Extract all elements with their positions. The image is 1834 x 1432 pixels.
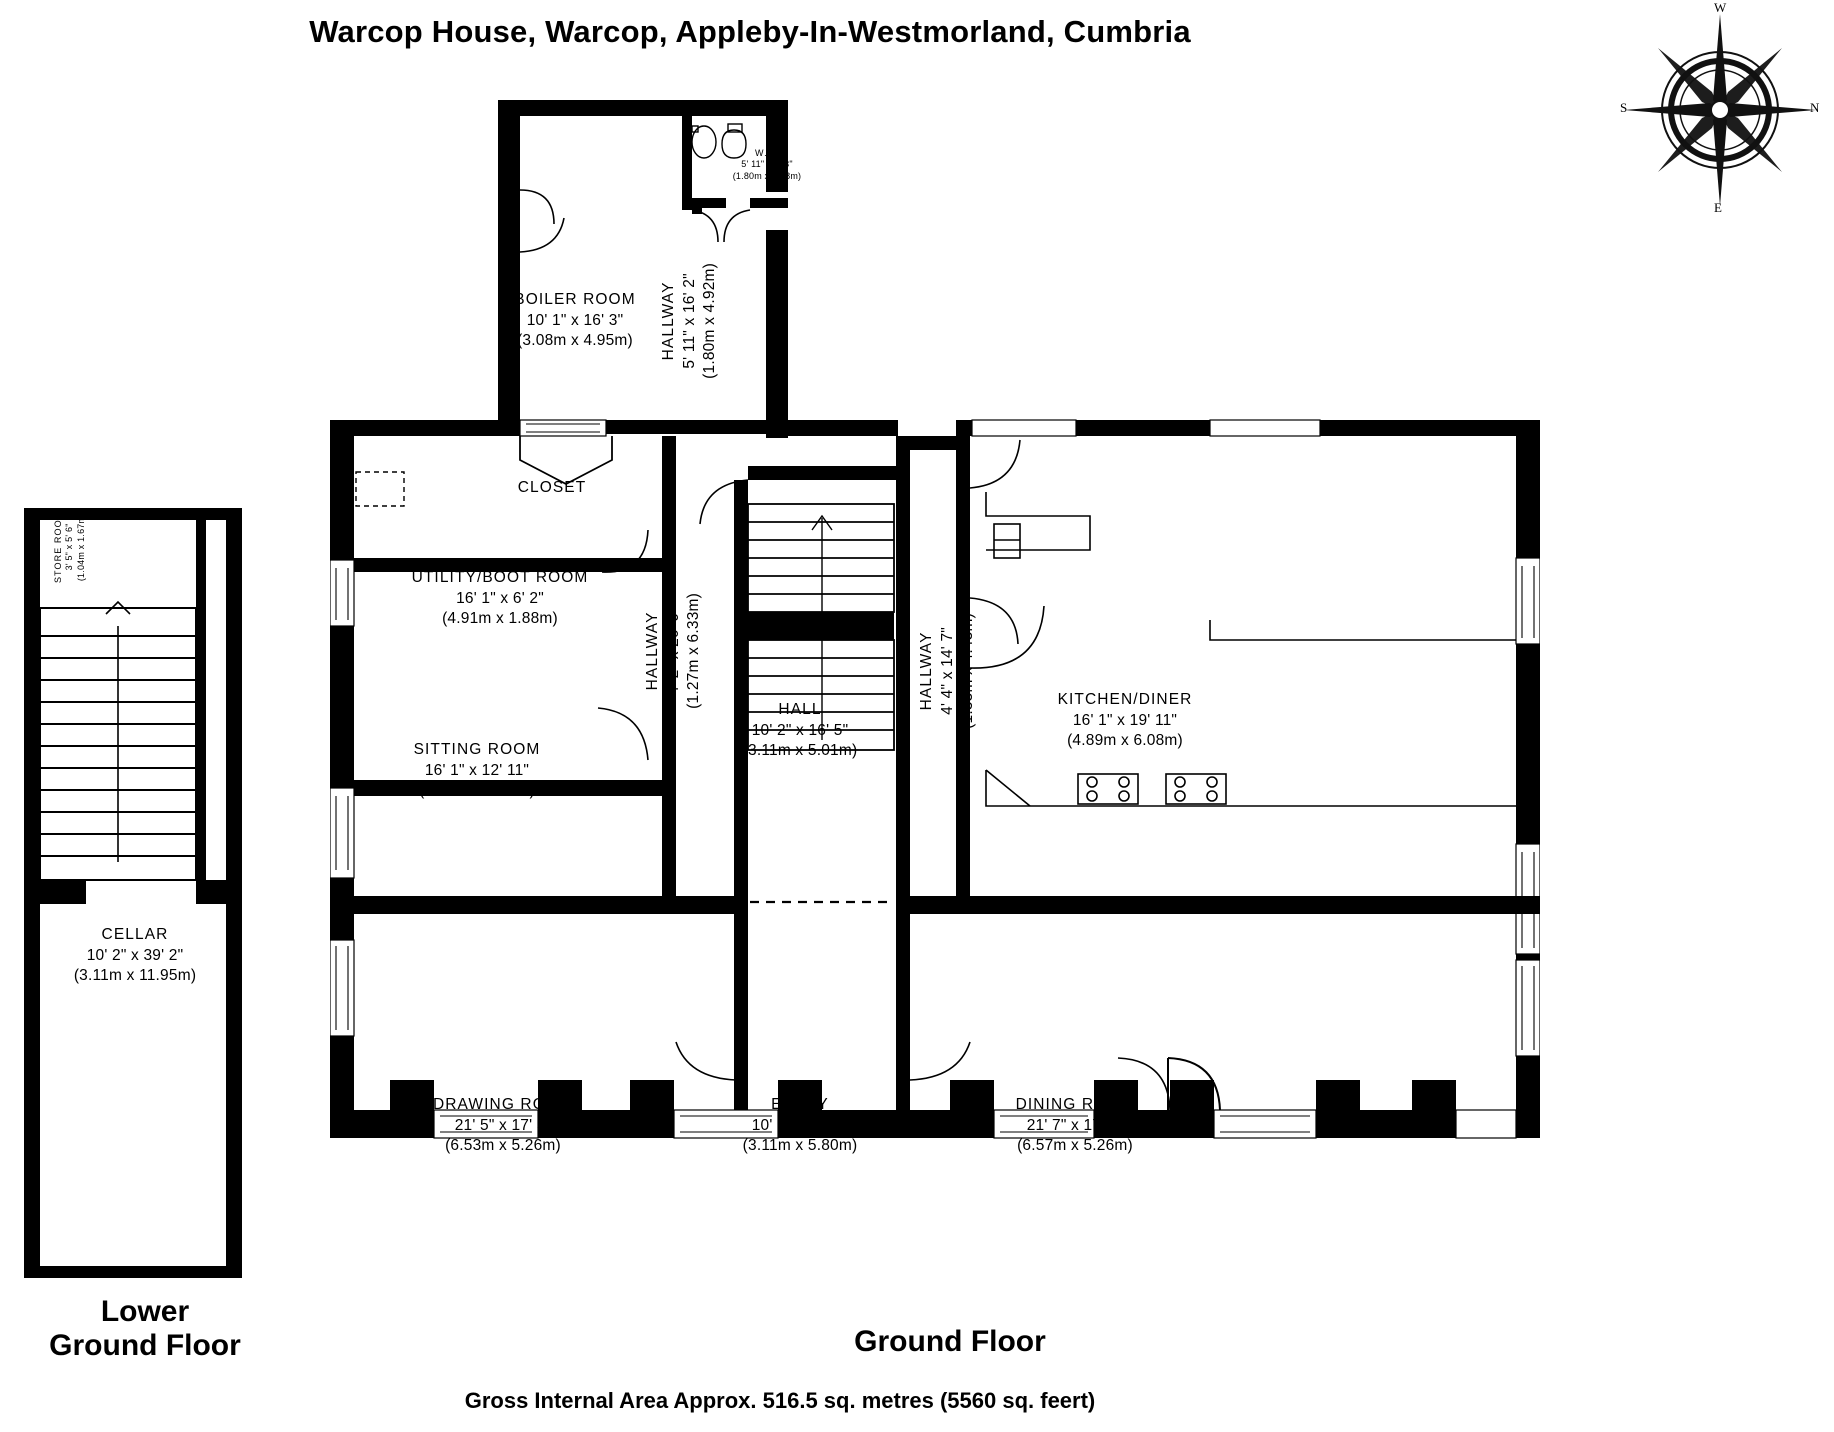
room-label-entry: ENTRY 10' 2" x 19' 0" (3.11m x 5.80m)	[742, 1096, 858, 1155]
room-label-wc: W.C. 5' 11" x 4' 3" (1.80m x 1.28m)	[732, 148, 802, 181]
room-label-store-room: STORE ROOM 3' 5" x 5' 6" (1.04m x 1.67m)	[53, 510, 86, 584]
room-label-cellar: CELLAR 10' 2" x 39' 2" (3.11m x 11.95m)	[73, 926, 197, 985]
room-label-utility-boot-room: UTILITY/BOOT ROOM 16' 1" x 6' 2" (4.91m x 1.88m)	[411, 569, 589, 628]
room-label-boiler-room: BOILER ROOM 10' 1" x 16' 3" (3.08m x 4.95m)	[514, 291, 636, 350]
compass-label-bottom: E	[1714, 200, 1722, 215]
lower-ground-floor-plan	[0, 490, 260, 1310]
compass-label-right: N	[1810, 100, 1820, 115]
room-label-hallway-central: HALLWAY 4' 2" x 20' 9" (1.27m x 6.33m)	[644, 592, 703, 709]
room-label-sitting-room: SITTING ROOM 16' 1" x 12' 11" (4.91m x 3.94m)	[413, 741, 541, 800]
room-label-hall: HALL 10' 2" x 16' 5" (3.11m x 5.01m)	[742, 701, 858, 760]
room-label-hallway-north: HALLWAY 5' 11" x 16' 2" (1.80m x 4.92m)	[660, 262, 719, 379]
room-label-closet: CLOSET	[517, 479, 587, 496]
room-label-kitchen-diner: KITCHEN/DINER 16' 1" x 19' 11" (4.89m x 6.08m)	[1057, 691, 1193, 750]
compass-label-top: W	[1714, 0, 1727, 15]
room-label-dining-room: DINING ROOM 21' 7" x 17' 3" (6.57m x 5.26m)	[1015, 1096, 1135, 1155]
gross-internal-area-note: Gross Internal Area Approx. 516.5 sq. metres (5560 sq. feert)	[464, 1388, 1096, 1413]
page-title: Warcop House, Warcop, Appleby-In-Westmorland, Cumbria	[309, 14, 1191, 49]
floor-caption-lower-ground: Lower Ground Floor	[49, 1295, 241, 1362]
room-label-drawing-room: DRAWING ROOM 21' 5" x 17' 3" (6.53m x 5.26m)	[432, 1096, 574, 1155]
compass-label-left: S	[1620, 100, 1628, 115]
compass-rose	[1610, 0, 1830, 220]
floor-caption-ground: Ground Floor	[854, 1325, 1046, 1358]
room-label-hallway-east: HALLWAY 4' 4" x 14' 7" (1.33m x 4.43m)	[918, 612, 977, 729]
